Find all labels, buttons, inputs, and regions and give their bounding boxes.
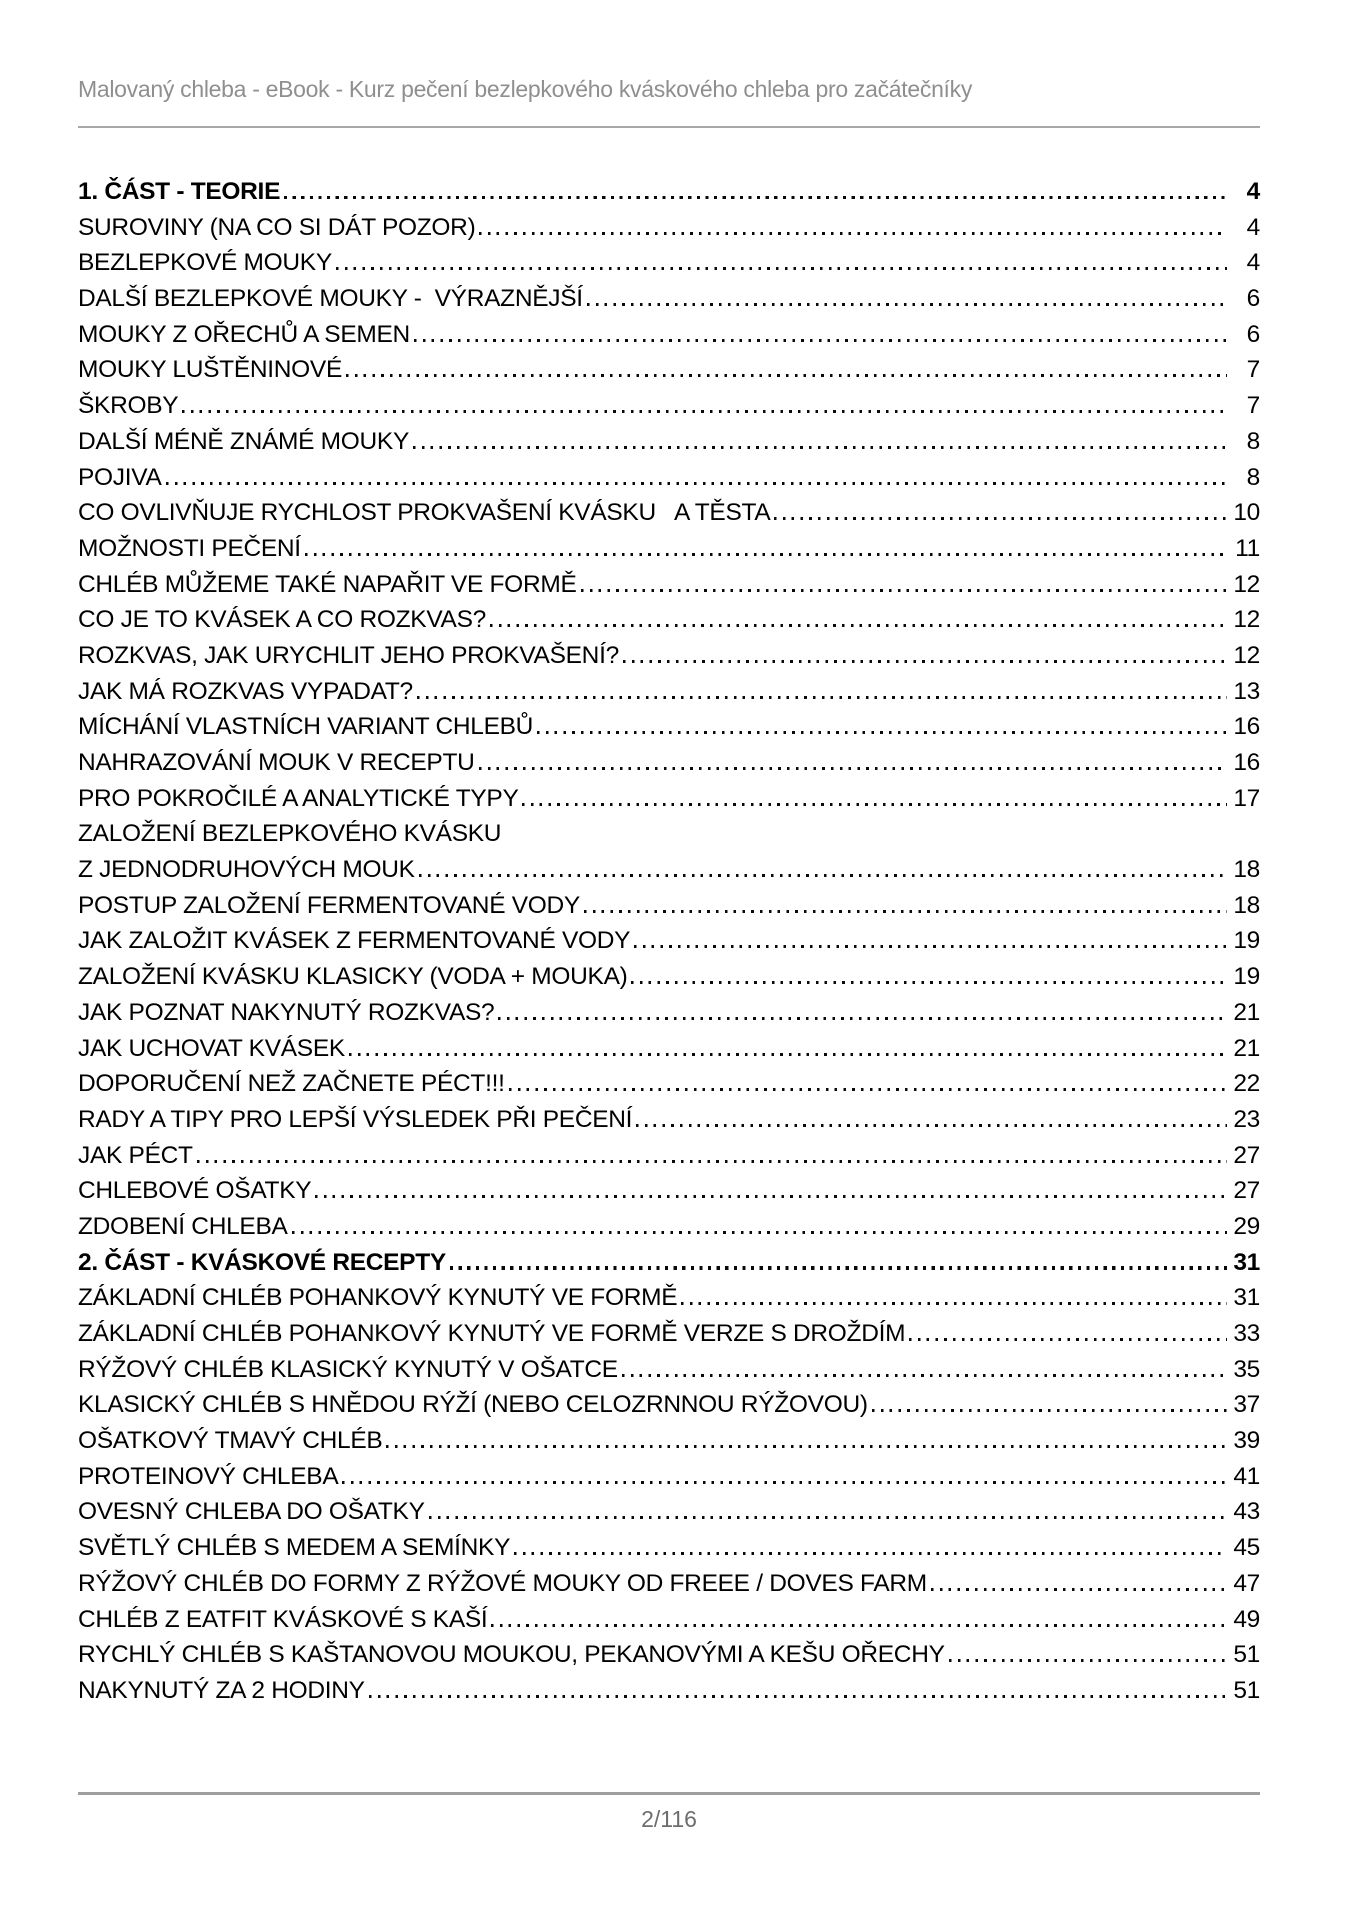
toc-entry-label: ZÁKLADNÍ CHLÉB POHANKOVÝ KYNUTÝ VE FORMĚ VERZE S DROŽDÍM xyxy=(78,1320,906,1347)
toc-entry-page-number: 12 xyxy=(1233,570,1260,598)
toc-entry-label: ZDOBENÍ CHLEBA xyxy=(78,1212,288,1240)
toc-entry[interactable] xyxy=(78,495,1260,531)
toc-entry[interactable] xyxy=(78,888,1260,924)
toc-entry-page-number: 39 xyxy=(1233,1427,1260,1455)
dot-leader xyxy=(491,1624,1227,1627)
dot-leader xyxy=(631,981,1227,984)
toc-entry-row xyxy=(78,1530,1260,1566)
dot-leader xyxy=(587,303,1227,306)
toc-entry-row xyxy=(78,388,1260,424)
toc-entry-label: NAHRAZOVÁNÍ MOUK V RECEPTU xyxy=(78,749,475,776)
toc-entry-row xyxy=(78,1387,1260,1423)
toc-entry-label: RADY A TIPY PRO LEPŠÍ VÝSLEDEK PŘI PEČENÍ xyxy=(78,1105,633,1133)
toc-entry-label: JAK UCHOVAT KVÁSEK xyxy=(78,1034,345,1062)
toc-entry-page-number: 31 xyxy=(1233,1284,1260,1312)
toc-entry-label: CO JE TO KVÁSEK A CO ROZKVAS? xyxy=(78,606,486,634)
toc-entry[interactable] xyxy=(78,1209,1260,1245)
toc-entry-label: DALŠÍ BEZLEPKOVÉ MOUKY - VÝRAZNĚJŠÍ xyxy=(78,285,583,313)
toc-entry-row xyxy=(78,281,1260,317)
toc-entry-label: ZALOŽENÍ KVÁSKU KLASICKY (VODA + MOUKA) xyxy=(78,963,628,991)
toc-entry-label: DALŠÍ MÉNĚ ZNÁMÉ MOUKY xyxy=(78,427,410,455)
toc-entry[interactable] xyxy=(78,1138,1260,1174)
toc-entry[interactable] xyxy=(78,638,1260,674)
toc-entry-row xyxy=(78,638,1260,674)
dot-leader xyxy=(413,446,1227,449)
toc-entry-page-number: 4 xyxy=(1246,178,1260,205)
toc-entry-page-number: 7 xyxy=(1246,392,1260,420)
dot-leader xyxy=(514,1552,1227,1555)
dot-leader xyxy=(522,803,1227,806)
toc-entry[interactable] xyxy=(78,1352,1260,1388)
toc-entry-line1: ZALOŽENÍ BEZLEPKOVÉHO KVÁSKU xyxy=(78,820,502,848)
toc-entry-page-number: 4 xyxy=(1246,249,1260,277)
toc-entry[interactable] xyxy=(78,781,1260,817)
dot-leader xyxy=(419,874,1227,877)
dot-leader xyxy=(872,1409,1227,1412)
footer-divider xyxy=(78,1792,1260,1795)
dot-leader xyxy=(315,1195,1227,1198)
dot-leader xyxy=(369,1695,1227,1698)
toc-entry-row xyxy=(78,888,1260,924)
dot-leader xyxy=(284,196,1227,199)
toc-entry-page-number: 12 xyxy=(1233,606,1260,634)
dot-leader xyxy=(182,410,1227,413)
dot-leader xyxy=(498,1017,1227,1020)
toc-entry-row xyxy=(78,1637,1260,1673)
toc-entry-row xyxy=(78,210,1260,246)
toc-entry[interactable] xyxy=(78,1316,1260,1352)
toc-entry-row xyxy=(78,174,1260,210)
toc-entry-row xyxy=(78,674,1260,710)
toc-entry[interactable] xyxy=(78,567,1260,603)
toc-entry-label: MOUKY Z OŘECHŮ A SEMEN xyxy=(78,320,410,348)
toc-entry-page-number: 13 xyxy=(1233,677,1260,705)
toc-entry-label: Z JEDNODRUHOVÝCH MOUK xyxy=(78,856,415,884)
toc-entry-page-number: 27 xyxy=(1233,1177,1260,1205)
toc-entry[interactable] xyxy=(78,995,1260,1031)
toc-entry[interactable] xyxy=(78,1566,1260,1602)
dot-leader xyxy=(636,1124,1227,1127)
toc-entry-label: RÝŽOVÝ CHLÉB KLASICKÝ KYNUTÝ V OŠATCE xyxy=(78,1355,618,1383)
dot-leader xyxy=(429,1516,1227,1519)
dot-leader xyxy=(305,553,1227,556)
dot-leader xyxy=(479,232,1227,235)
header-divider xyxy=(78,126,1260,128)
toc-entry-row xyxy=(78,995,1260,1031)
toc-entry[interactable] xyxy=(78,1245,1260,1281)
toc-entry-row xyxy=(78,1031,1260,1067)
toc-entry-row xyxy=(78,1280,1260,1316)
dot-leader xyxy=(490,624,1227,627)
toc-entry[interactable] xyxy=(78,210,1260,246)
toc-entry-label: JAK ZALOŽIT KVÁSEK Z FERMENTOVANÉ VODY xyxy=(78,927,631,955)
toc-entry[interactable] xyxy=(78,709,1260,745)
toc-entry-row xyxy=(78,1316,1260,1352)
toc-list xyxy=(78,174,1260,1709)
toc-entry[interactable] xyxy=(78,1423,1260,1459)
dot-leader xyxy=(479,767,1228,770)
dot-leader xyxy=(349,1053,1227,1056)
dot-leader xyxy=(336,267,1227,270)
toc-entry-page-number: 27 xyxy=(1233,1141,1260,1169)
toc-entry-label: CHLEBOVÉ OŠATKY xyxy=(78,1177,312,1205)
toc-entry-page-number: 21 xyxy=(1233,998,1260,1026)
toc-entry-row xyxy=(78,1209,1260,1245)
toc-entry-row xyxy=(78,1066,1260,1102)
toc-entry-page-number: 49 xyxy=(1233,1605,1260,1633)
toc-entry-page-number: 29 xyxy=(1233,1212,1260,1240)
toc-entry-row xyxy=(78,1138,1260,1174)
toc-entry-label: PROTEINOVÝ CHLEBA xyxy=(78,1462,339,1490)
toc-entry-page-number: 19 xyxy=(1233,963,1260,991)
toc-entry-label: 2. ČÁST - KVÁSKOVÉ RECEPTY xyxy=(78,1248,446,1276)
toc-entry-row xyxy=(78,602,1260,638)
toc-entry[interactable] xyxy=(78,1173,1260,1209)
toc-entry-page-number: 47 xyxy=(1233,1569,1260,1597)
toc-entry[interactable] xyxy=(78,388,1260,424)
toc-entry-row xyxy=(78,1352,1260,1388)
dot-leader xyxy=(346,374,1227,377)
dot-leader xyxy=(581,589,1228,592)
dot-leader xyxy=(623,660,1227,663)
toc-entry-label: MÍCHÁNÍ VLASTNÍCH VARIANT CHLEBŮ xyxy=(78,713,534,741)
toc-entry-page-number: 45 xyxy=(1233,1534,1260,1562)
toc-entry-page-number: 7 xyxy=(1246,356,1260,384)
toc-entry-page-number: 19 xyxy=(1233,927,1260,955)
toc-entry-row xyxy=(78,923,1260,959)
toc-entry[interactable] xyxy=(78,923,1260,959)
toc-entry-label: DOPORUČENÍ NEŽ ZAČNETE PÉCT!!! xyxy=(78,1070,505,1098)
toc-entry-label: JAK POZNAT NAKYNUTÝ ROZKVAS? xyxy=(78,998,495,1026)
toc-entry-page-number: 16 xyxy=(1233,713,1260,741)
toc-entry-label: JAK PÉCT xyxy=(78,1141,193,1169)
toc-entry[interactable] xyxy=(78,1602,1260,1638)
toc-entry-page-number: 51 xyxy=(1233,1641,1260,1669)
dot-leader xyxy=(450,1266,1227,1269)
document-header-title: Malovaný chleba - eBook - Kurz pečení bezlepkového kváskového chleba pro začátečníky xyxy=(78,76,973,102)
toc-entry[interactable] xyxy=(78,959,1260,995)
toc-entry-label: CO OVLIVŇUJE RYCHLOST PROKVAŠENÍ KVÁSKU A TĚSTA xyxy=(78,499,771,527)
dot-leader xyxy=(417,696,1227,699)
toc-entry-label: RYCHLÝ CHLÉB S KAŠTANOVOU MOUKOU, PEKANOVÝMI A KEŠU OŘECHY xyxy=(78,1641,945,1669)
toc-entry-row xyxy=(78,1602,1260,1638)
toc-entry[interactable] xyxy=(78,1102,1260,1138)
toc-entry-row xyxy=(78,495,1260,531)
toc-entry-row xyxy=(78,1494,1260,1530)
toc-entry[interactable] xyxy=(78,602,1260,638)
toc-entry-page-number: 4 xyxy=(1246,213,1260,241)
toc-entry-label: PRO POKROČILÉ A ANALYTICKÉ TYPY xyxy=(78,784,519,812)
toc-entry[interactable] xyxy=(78,1459,1260,1495)
toc-entry[interactable] xyxy=(78,745,1260,781)
toc-entry[interactable] xyxy=(78,174,1260,210)
toc-entry[interactable] xyxy=(78,317,1260,353)
toc-entry-row xyxy=(78,1102,1260,1138)
dot-leader xyxy=(342,1481,1227,1484)
toc-entry-page-number: 17 xyxy=(1233,784,1260,812)
toc-entry-label: OŠATKOVÝ TMAVÝ CHLÉB xyxy=(78,1427,383,1455)
toc-entry-page-number: 6 xyxy=(1246,320,1260,348)
toc-entry-page-number: 16 xyxy=(1233,749,1260,776)
toc-entry[interactable] xyxy=(78,1387,1260,1423)
toc-entry-row xyxy=(78,852,1260,888)
dot-leader xyxy=(509,1088,1227,1091)
toc-entry-label: MOŽNOSTI PEČENÍ xyxy=(78,534,301,562)
toc-entry-label: NAKYNUTÝ ZA 2 HODINY xyxy=(78,1676,365,1704)
dot-leader xyxy=(414,339,1227,342)
dot-leader xyxy=(537,731,1227,734)
toc-entry-page-number: 51 xyxy=(1233,1676,1260,1704)
toc-entry-label: ROZKVAS, JAK URYCHLIT JEHO PROKVAŠENÍ? xyxy=(78,641,619,669)
toc-entry[interactable] xyxy=(78,816,1260,887)
toc-entry[interactable] xyxy=(78,1637,1260,1673)
toc-entry-row xyxy=(78,567,1260,603)
toc-entry-label: MOUKY LUŠTĚNINOVÉ xyxy=(78,356,343,384)
toc-entry-row xyxy=(78,959,1260,995)
toc-entry-page-number: 8 xyxy=(1246,427,1260,455)
toc-entry-label: KLASICKÝ CHLÉB S HNĚDOU RÝŽÍ (NEBO CELOZRNNOU RÝŽOVOU) xyxy=(78,1391,868,1419)
toc-entry-page-number: 18 xyxy=(1233,891,1260,919)
toc-entry[interactable] xyxy=(78,460,1260,496)
dot-leader xyxy=(584,910,1227,913)
dot-leader xyxy=(634,945,1227,948)
toc-entry-label: POSTUP ZALOŽENÍ FERMENTOVANÉ VODY xyxy=(78,891,580,919)
toc-entry-page-number: 8 xyxy=(1246,463,1260,491)
toc-entry-label: ZÁKLADNÍ CHLÉB POHANKOVÝ KYNUTÝ VE FORMĚ xyxy=(78,1284,678,1312)
toc-entry-page-number: 21 xyxy=(1233,1034,1260,1062)
dot-leader xyxy=(909,1338,1227,1341)
toc-entry-page-number: 23 xyxy=(1233,1105,1260,1133)
toc-entry-page-number: 35 xyxy=(1233,1355,1260,1383)
dot-leader xyxy=(166,482,1227,485)
toc-entry-label: BEZLEPKOVÉ MOUKY xyxy=(78,249,332,277)
toc-entry[interactable] xyxy=(78,1494,1260,1530)
dot-leader xyxy=(386,1445,1227,1448)
toc-entry[interactable] xyxy=(78,531,1260,567)
toc-entry-label: RÝŽOVÝ CHLÉB DO FORMY Z RÝŽOVÉ MOUKY OD FREEE / DOVES FARM xyxy=(78,1569,927,1597)
toc-entry-row xyxy=(78,1245,1260,1281)
toc-entry-label: 1. ČÁST - TEORIE xyxy=(78,178,281,205)
toc-entry-row xyxy=(78,1173,1260,1209)
toc-entry-label: POJIVA xyxy=(78,463,162,491)
toc-entry[interactable] xyxy=(78,245,1260,281)
toc-entry-row xyxy=(78,709,1260,745)
toc-entry-label: SUROVINY (NA CO SI DÁT POZOR) xyxy=(78,213,476,241)
toc-entry[interactable] xyxy=(78,1280,1260,1316)
toc-entry-label: OVESNÝ CHLEBA DO OŠATKY xyxy=(78,1498,425,1526)
toc-entry-page-number: 11 xyxy=(1235,534,1260,562)
dot-leader xyxy=(774,517,1227,520)
toc-entry-label: SVĚTLÝ CHLÉB S MEDEM A SEMÍNKY xyxy=(78,1534,511,1562)
toc-entry-row xyxy=(78,424,1260,460)
toc-entry[interactable] xyxy=(78,1530,1260,1566)
toc-entry-row xyxy=(78,745,1260,781)
toc-entry-row xyxy=(78,317,1260,353)
dot-leader xyxy=(931,1588,1227,1591)
toc-entry-page-number: 18 xyxy=(1233,856,1260,884)
toc-entry-row xyxy=(78,352,1260,388)
toc-entry[interactable] xyxy=(78,352,1260,388)
toc-entry-page-number: 33 xyxy=(1233,1320,1260,1347)
toc-entry-page-number: 12 xyxy=(1233,641,1260,669)
toc-entry[interactable] xyxy=(78,1031,1260,1067)
toc-entry-row xyxy=(78,245,1260,281)
toc-entry-row xyxy=(78,531,1260,567)
toc-entry-row xyxy=(78,1459,1260,1495)
toc-entry-page-number: 10 xyxy=(1233,499,1260,527)
toc-entry-page-number: 43 xyxy=(1233,1498,1260,1526)
toc-entry-page-number: 22 xyxy=(1233,1070,1260,1098)
toc-entry[interactable] xyxy=(78,674,1260,710)
toc-entry-label: CHLÉB MŮŽEME TAKÉ NAPAŘIT VE FORMĚ xyxy=(78,570,577,598)
dot-leader xyxy=(949,1659,1227,1662)
toc-entry[interactable] xyxy=(78,281,1260,317)
toc-entry[interactable] xyxy=(78,424,1260,460)
toc-entry-row xyxy=(78,781,1260,817)
dot-leader xyxy=(197,1160,1227,1163)
toc-entry-page-number: 41 xyxy=(1233,1462,1260,1490)
toc-entry-row xyxy=(78,1423,1260,1459)
toc-entry-label: CHLÉB Z EATFIT KVÁSKOVÉ S KAŠÍ xyxy=(78,1605,488,1633)
toc-entry-page-number: 6 xyxy=(1246,285,1260,313)
toc-entry-row xyxy=(78,460,1260,496)
dot-leader xyxy=(622,1374,1227,1377)
toc-entry-page-number: 31 xyxy=(1233,1248,1260,1276)
toc-entry-row xyxy=(78,1566,1260,1602)
toc-entry[interactable] xyxy=(78,1066,1260,1102)
toc-entry-label: JAK MÁ ROZKVAS VYPADAT? xyxy=(78,677,413,705)
toc-entry-page-number: 37 xyxy=(1233,1391,1260,1419)
dot-leader xyxy=(681,1302,1227,1305)
page-number-indicator: 2/116 xyxy=(641,1806,697,1832)
dot-leader xyxy=(292,1231,1227,1234)
toc-entry-row xyxy=(78,1673,1260,1709)
toc-entry[interactable] xyxy=(78,1673,1260,1709)
toc-entry-label: ŠKROBY xyxy=(78,392,179,420)
